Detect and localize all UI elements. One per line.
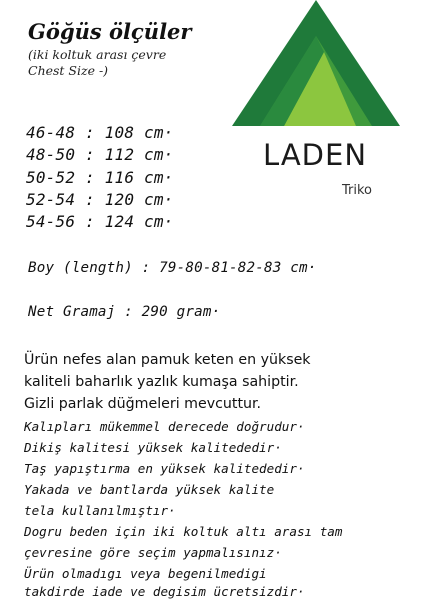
description-line: Yakada ve bantlarda yüksek kalite (24, 482, 275, 497)
description-line: takdirde iade ve degisim ücretsizdir· (24, 584, 305, 599)
chest-size-title: Göğüs ölçüler (28, 19, 192, 44)
chest-size-subtitle-line-2: Chest Size -) (28, 63, 109, 78)
size-row: 46-48 : 108 cm· (26, 123, 174, 142)
laden-logo-mark (232, 0, 400, 126)
chest-size-subtitle-line-1: (iki koltuk arası çevre (28, 47, 167, 62)
description-line: Gizli parlak düğmeleri mevcuttur. (24, 396, 262, 412)
description-line: Ürün nefes alan pamuk keten en yüksek (24, 352, 311, 368)
brand-tagline: Triko (342, 183, 373, 198)
description-line: Ürün olmadıgı veya begenilmedigi (24, 566, 267, 581)
size-row: 50-52 : 116 cm· (26, 168, 174, 187)
brand-name: LADEN (263, 138, 368, 172)
weight-line: Net Gramaj : 290 gram· (28, 304, 221, 320)
description-line: Taş yapıştırma en yüksek kalitededir· (24, 461, 305, 476)
description-line: Dikiş kalitesi yüksek kalitededir· (24, 440, 282, 455)
size-row: 54-56 : 124 cm· (26, 212, 174, 231)
size-row: 48-50 : 112 cm· (26, 145, 174, 164)
length-line: Boy (length) : 79-80-81-82-83 cm· (28, 260, 317, 276)
description-line: Dogru beden için iki koltuk altı arası tam (24, 524, 343, 539)
size-row: 52-54 : 120 cm· (26, 190, 174, 209)
description-line: çevresine göre seçim yapmalısınız· (24, 545, 282, 560)
description-line: tela kullanılmıştır· (24, 503, 176, 518)
description-line: kaliteli baharlık yazlık kumaşa sahiptir. (24, 374, 299, 390)
description-line: Kalıpları mükemmel derecede doğrudur· (24, 419, 305, 434)
